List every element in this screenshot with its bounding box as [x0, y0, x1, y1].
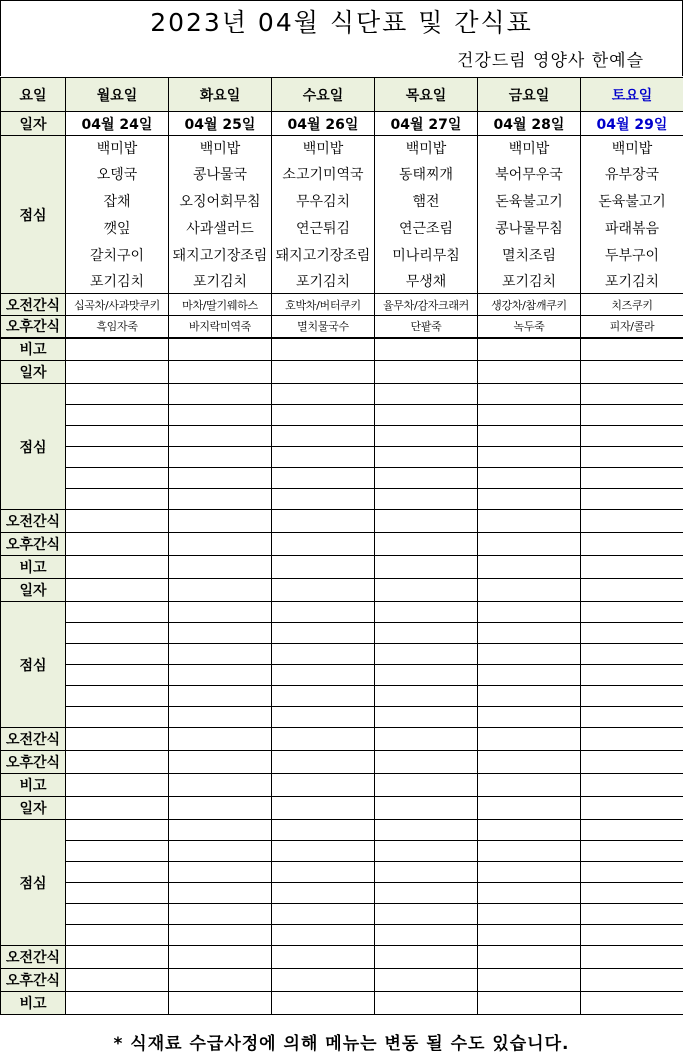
lunch-menu-item [66, 904, 169, 925]
remarks-label: 비고 [1, 338, 66, 361]
lunch-menu-item [478, 623, 581, 644]
lunch-menu-item [581, 644, 683, 665]
lunch-menu-item: 미나리무침 [375, 242, 478, 269]
remarks-cell [272, 338, 375, 361]
lunch-menu-item: 콩나물국 [169, 160, 272, 188]
lunch-menu-item: 백미밥 [478, 136, 581, 160]
lunch-menu-item [478, 468, 581, 489]
remarks-cell [169, 992, 272, 1015]
remarks-label: 비고 [1, 774, 66, 797]
lunch-menu-item [272, 405, 375, 426]
lunch-menu-item [169, 468, 272, 489]
pm-snack-cell [66, 533, 169, 556]
pm-snack-cell: 피자/콜라 [581, 316, 683, 338]
lunch-menu-item: 두부구이 [581, 242, 683, 269]
lunch-label: 점심 [1, 602, 66, 728]
date-cell [375, 361, 478, 384]
lunch-menu-item [581, 489, 683, 510]
am-snack-cell: 율무차/감자크래커 [375, 294, 478, 316]
lunch-menu-item [478, 447, 581, 468]
lunch-menu-item [478, 665, 581, 686]
am-snack-cell [272, 946, 375, 969]
lunch-menu-item [581, 426, 683, 447]
lunch-menu-item [581, 904, 683, 925]
lunch-menu-item [272, 644, 375, 665]
date-cell: 04월 28일 [478, 112, 581, 136]
nutritionist-name: 건강드림 영양사 한예슬 [456, 51, 644, 71]
day-label: 요일 [1, 78, 66, 112]
lunch-menu-item: 무우김치 [272, 188, 375, 215]
lunch-menu-item [66, 841, 169, 862]
remarks-cell [375, 992, 478, 1015]
am-snack-cell [169, 946, 272, 969]
lunch-menu-item [375, 841, 478, 862]
lunch-menu-item: 유부장국 [581, 160, 683, 188]
lunch-menu-item: 소고기미역국 [272, 160, 375, 188]
am-snack-cell [581, 510, 683, 533]
lunch-menu-item: 포기김치 [478, 269, 581, 294]
am-snack-cell [66, 510, 169, 533]
remarks-cell [272, 992, 375, 1015]
pm-snack-cell [478, 969, 581, 992]
date-cell [375, 797, 478, 820]
lunch-menu-item: 동태찌개 [375, 160, 478, 188]
lunch-menu-item: 백미밥 [272, 136, 375, 160]
remarks-cell [478, 992, 581, 1015]
lunch-menu-item [375, 468, 478, 489]
pm-snack-cell [581, 969, 683, 992]
lunch-menu-item [169, 644, 272, 665]
lunch-menu-item [581, 820, 683, 841]
date-cell [169, 579, 272, 602]
lunch-menu-item [272, 384, 375, 405]
lunch-menu-item: 콩나물무침 [478, 215, 581, 242]
lunch-menu-item [169, 862, 272, 883]
lunch-menu-item [272, 904, 375, 925]
footnote: * 식재료 수급사정에 의해 메뉴는 변동 될 수도 있습니다. [113, 1034, 570, 1054]
remarks-cell [272, 774, 375, 797]
lunch-menu-item [375, 883, 478, 904]
lunch-menu-item [478, 384, 581, 405]
day-header: 화요일 [169, 78, 272, 112]
remarks-cell [66, 774, 169, 797]
pm-snack-cell: 단팥죽 [375, 316, 478, 338]
remarks-cell [375, 556, 478, 579]
pm-snack-cell: 멸치물국수 [272, 316, 375, 338]
am-snack-label: 오전간식 [1, 294, 66, 316]
lunch-menu-item [375, 665, 478, 686]
lunch-menu-item [66, 862, 169, 883]
am-snack-cell [478, 728, 581, 751]
pm-snack-cell [66, 969, 169, 992]
remarks-cell [478, 338, 581, 361]
lunch-menu-item [272, 686, 375, 707]
lunch-menu-item [66, 384, 169, 405]
lunch-menu-item [581, 665, 683, 686]
am-snack-cell [169, 728, 272, 751]
pm-snack-cell [272, 533, 375, 556]
lunch-menu-item [66, 447, 169, 468]
remarks-cell [581, 992, 683, 1015]
lunch-menu-item [581, 468, 683, 489]
lunch-menu-item [478, 602, 581, 623]
lunch-menu-item: 파래볶음 [581, 215, 683, 242]
am-snack-cell [581, 728, 683, 751]
lunch-menu-item [375, 904, 478, 925]
lunch-menu-item [581, 384, 683, 405]
lunch-menu-item: 오징어회무침 [169, 188, 272, 215]
remarks-cell [581, 774, 683, 797]
day-header: 토요일 [581, 78, 683, 112]
lunch-menu-item [478, 862, 581, 883]
date-cell [272, 797, 375, 820]
lunch-menu-item [581, 686, 683, 707]
lunch-menu-item [375, 426, 478, 447]
lunch-menu-item [272, 883, 375, 904]
lunch-menu-item [169, 904, 272, 925]
lunch-menu-item [375, 489, 478, 510]
lunch-menu-item [169, 686, 272, 707]
lunch-menu-item [272, 665, 375, 686]
pm-snack-cell [169, 969, 272, 992]
lunch-menu-item: 돈육불고기 [478, 188, 581, 215]
date-cell [478, 361, 581, 384]
lunch-menu-item: 북어무우국 [478, 160, 581, 188]
lunch-menu-item: 햄전 [375, 188, 478, 215]
date-cell [581, 361, 683, 384]
pm-snack-cell [478, 533, 581, 556]
am-snack-label: 오전간식 [1, 946, 66, 969]
lunch-menu-item: 잡채 [66, 188, 169, 215]
am-snack-cell [66, 946, 169, 969]
lunch-menu-item [581, 623, 683, 644]
lunch-menu-item [66, 489, 169, 510]
date-cell [169, 797, 272, 820]
lunch-menu-item [66, 623, 169, 644]
pm-snack-label: 오후간식 [1, 969, 66, 992]
date-cell [478, 579, 581, 602]
lunch-menu-item [169, 447, 272, 468]
lunch-menu-item [581, 707, 683, 728]
date-cell: 04월 26일 [272, 112, 375, 136]
lunch-menu-item [478, 883, 581, 904]
date-label: 일자 [1, 112, 66, 136]
date-cell [581, 579, 683, 602]
lunch-menu-item [169, 841, 272, 862]
lunch-menu-item [272, 489, 375, 510]
lunch-menu-item [581, 405, 683, 426]
date-cell [375, 579, 478, 602]
lunch-menu-item [66, 925, 169, 946]
remarks-cell [66, 992, 169, 1015]
lunch-menu-item [66, 686, 169, 707]
lunch-label: 점심 [1, 136, 66, 294]
lunch-menu-item [66, 468, 169, 489]
remarks-cell [66, 556, 169, 579]
lunch-menu-item [169, 426, 272, 447]
date-cell [66, 361, 169, 384]
remarks-cell [375, 338, 478, 361]
am-snack-cell [478, 946, 581, 969]
remarks-cell [169, 338, 272, 361]
pm-snack-cell [581, 533, 683, 556]
lunch-menu-item: 포기김치 [272, 269, 375, 294]
lunch-menu-item [375, 405, 478, 426]
lunch-menu-item [169, 883, 272, 904]
lunch-menu-item [66, 426, 169, 447]
lunch-menu-item [169, 820, 272, 841]
pm-snack-cell: 흑임자죽 [66, 316, 169, 338]
lunch-menu-item: 오뎅국 [66, 160, 169, 188]
lunch-menu-item [66, 707, 169, 728]
lunch-menu-item: 포기김치 [66, 269, 169, 294]
lunch-menu-item [478, 707, 581, 728]
date-cell: 04월 27일 [375, 112, 478, 136]
lunch-menu-item [66, 665, 169, 686]
lunch-menu-item [66, 644, 169, 665]
date-cell [478, 797, 581, 820]
lunch-menu-item [375, 686, 478, 707]
am-snack-cell [169, 510, 272, 533]
lunch-menu-item: 연근조림 [375, 215, 478, 242]
date-cell [581, 797, 683, 820]
day-header: 목요일 [375, 78, 478, 112]
am-snack-label: 오전간식 [1, 510, 66, 533]
pm-snack-cell [272, 969, 375, 992]
lunch-menu-item [581, 602, 683, 623]
remarks-cell [478, 556, 581, 579]
lunch-menu-item [478, 904, 581, 925]
lunch-menu-item: 돈육불고기 [581, 188, 683, 215]
pm-snack-cell: 녹두죽 [478, 316, 581, 338]
am-snack-cell: 치즈쿠키 [581, 294, 683, 316]
meal-table [0, 77, 683, 1015]
date-cell [272, 579, 375, 602]
lunch-menu-item [375, 447, 478, 468]
lunch-menu-item [478, 925, 581, 946]
lunch-menu-item [478, 644, 581, 665]
lunch-menu-item [581, 447, 683, 468]
pm-snack-cell [478, 751, 581, 774]
lunch-menu-item: 멸치조림 [478, 242, 581, 269]
am-snack-cell: 호박차/버터쿠키 [272, 294, 375, 316]
lunch-menu-item [478, 405, 581, 426]
lunch-menu-item [375, 925, 478, 946]
pm-snack-cell [375, 969, 478, 992]
date-cell: 04월 29일 [581, 112, 683, 136]
lunch-menu-item [272, 820, 375, 841]
lunch-menu-item [169, 925, 272, 946]
date-label: 일자 [1, 797, 66, 820]
pm-snack-cell [169, 533, 272, 556]
lunch-menu-item [272, 426, 375, 447]
date-cell: 04월 24일 [66, 112, 169, 136]
lunch-menu-item: 포기김치 [581, 269, 683, 294]
lunch-menu-item [272, 925, 375, 946]
am-snack-cell: 십곡차/사과맛쿠키 [66, 294, 169, 316]
lunch-menu-item: 백미밥 [375, 136, 478, 160]
lunch-menu-item [272, 602, 375, 623]
lunch-menu-item [581, 862, 683, 883]
lunch-menu-item [375, 644, 478, 665]
lunch-menu-item [478, 820, 581, 841]
lunch-menu-item [272, 862, 375, 883]
lunch-menu-item [66, 602, 169, 623]
remarks-cell [581, 338, 683, 361]
day-header: 월요일 [66, 78, 169, 112]
am-snack-cell [375, 946, 478, 969]
pm-snack-cell [375, 751, 478, 774]
lunch-menu-item: 연근튀김 [272, 215, 375, 242]
date-cell [169, 361, 272, 384]
date-cell [66, 797, 169, 820]
lunch-menu-item: 돼지고기장조림 [169, 242, 272, 269]
day-header: 수요일 [272, 78, 375, 112]
am-snack-cell [478, 510, 581, 533]
lunch-menu-item: 포기김치 [169, 269, 272, 294]
lunch-menu-item [169, 489, 272, 510]
pm-snack-cell [581, 751, 683, 774]
remarks-cell [478, 774, 581, 797]
lunch-menu-item [66, 883, 169, 904]
date-cell [66, 579, 169, 602]
am-snack-cell: 생강차/참깨쿠키 [478, 294, 581, 316]
lunch-menu-item [581, 925, 683, 946]
pm-snack-label: 오후간식 [1, 751, 66, 774]
pm-snack-label: 오후간식 [1, 533, 66, 556]
lunch-menu-item: 무생채 [375, 269, 478, 294]
lunch-menu-item [66, 405, 169, 426]
nutritionist-line [0, 44, 683, 76]
lunch-menu-item [169, 384, 272, 405]
lunch-menu-item [581, 841, 683, 862]
remarks-label: 비고 [1, 556, 66, 579]
lunch-menu-item [272, 447, 375, 468]
lunch-menu-item [478, 841, 581, 862]
date-label: 일자 [1, 361, 66, 384]
remarks-cell [272, 556, 375, 579]
lunch-menu-item [375, 623, 478, 644]
am-snack-cell [272, 728, 375, 751]
lunch-menu-item: 사과샐러드 [169, 215, 272, 242]
remarks-cell [169, 556, 272, 579]
lunch-menu-item [169, 405, 272, 426]
pm-snack-cell: 바지락미역죽 [169, 316, 272, 338]
am-snack-cell [375, 728, 478, 751]
remarks-label: 비고 [1, 992, 66, 1015]
lunch-label: 점심 [1, 384, 66, 510]
lunch-menu-item: 백미밥 [169, 136, 272, 160]
lunch-menu-item [375, 820, 478, 841]
lunch-menu-item [581, 883, 683, 904]
lunch-menu-item [169, 707, 272, 728]
am-snack-label: 오전간식 [1, 728, 66, 751]
pm-snack-cell [66, 751, 169, 774]
lunch-menu-item: 깻잎 [66, 215, 169, 242]
lunch-menu-item: 백미밥 [66, 136, 169, 160]
lunch-menu-item [272, 468, 375, 489]
am-snack-cell [66, 728, 169, 751]
am-snack-cell [581, 946, 683, 969]
lunch-menu-item [478, 686, 581, 707]
lunch-menu-item [66, 820, 169, 841]
remarks-cell [581, 556, 683, 579]
pm-snack-cell [375, 533, 478, 556]
lunch-menu-item [478, 489, 581, 510]
date-cell: 04월 25일 [169, 112, 272, 136]
pm-snack-cell [169, 751, 272, 774]
date-cell [272, 361, 375, 384]
day-header: 금요일 [478, 78, 581, 112]
lunch-menu-item [272, 623, 375, 644]
am-snack-cell: 마차/딸기웨하스 [169, 294, 272, 316]
am-snack-cell [375, 510, 478, 533]
lunch-label: 점심 [1, 820, 66, 946]
lunch-menu-item [272, 841, 375, 862]
lunch-menu-item [375, 862, 478, 883]
lunch-menu-item [272, 707, 375, 728]
lunch-menu-item [375, 384, 478, 405]
lunch-menu-item [375, 602, 478, 623]
am-snack-cell [272, 510, 375, 533]
date-label: 일자 [1, 579, 66, 602]
lunch-menu-item: 갈치구이 [66, 242, 169, 269]
page-title: 2023년 04월 식단표 및 간식표 [0, 0, 683, 44]
pm-snack-label: 오후간식 [1, 316, 66, 338]
lunch-menu-item [169, 602, 272, 623]
remarks-cell [375, 774, 478, 797]
lunch-menu-item: 돼지고기장조림 [272, 242, 375, 269]
lunch-menu-item [169, 623, 272, 644]
lunch-menu-item [478, 426, 581, 447]
lunch-menu-item: 백미밥 [581, 136, 683, 160]
pm-snack-cell [272, 751, 375, 774]
lunch-menu-item [375, 707, 478, 728]
remarks-cell [66, 338, 169, 361]
remarks-cell [169, 774, 272, 797]
lunch-menu-item [169, 665, 272, 686]
